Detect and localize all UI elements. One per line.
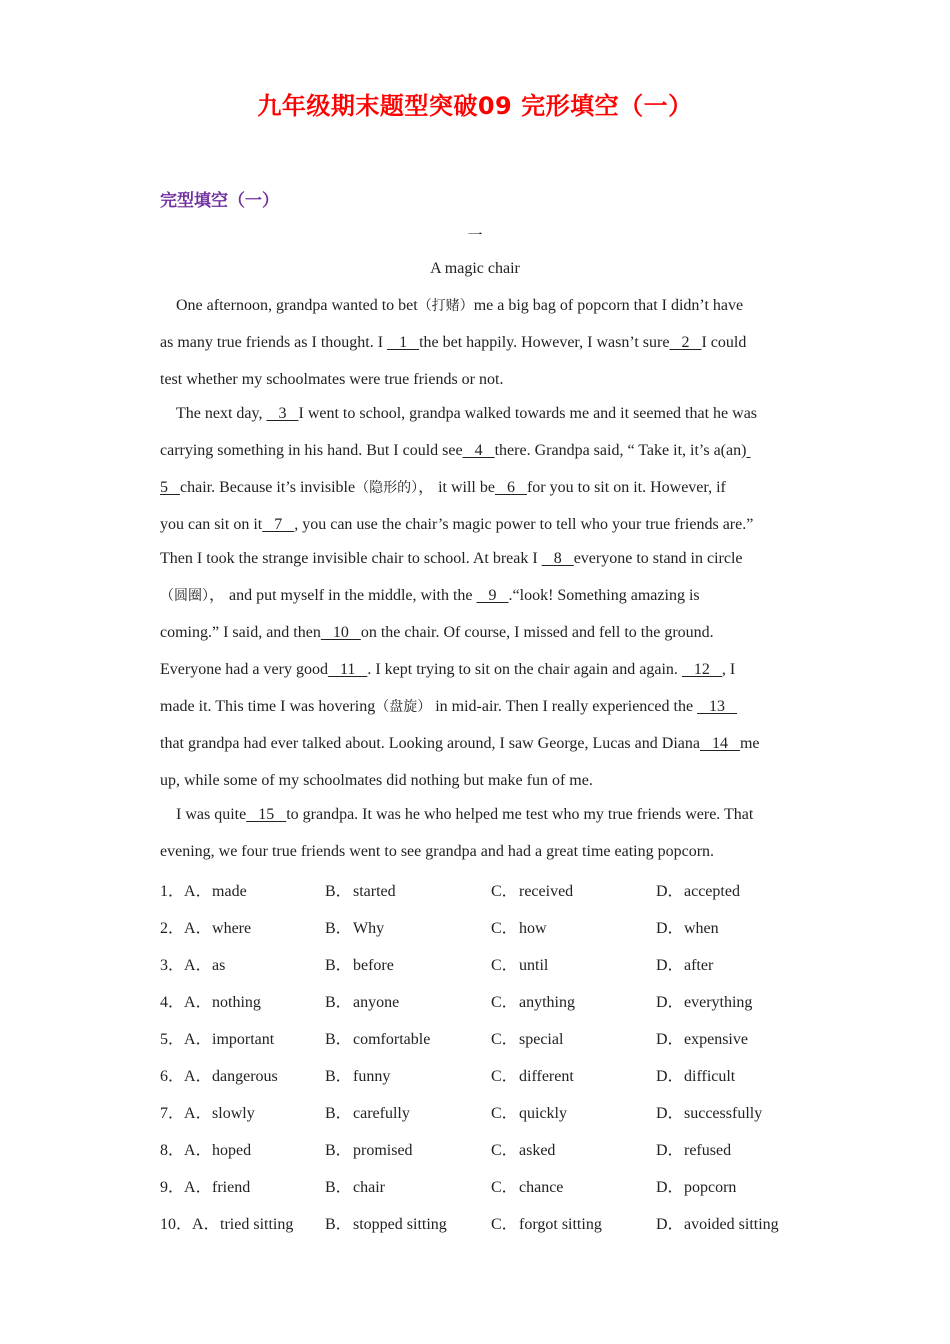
passage-text-run: to grandpa. It was he who helped me test who my true friends were. That [286, 806, 754, 823]
option-text: quickly [519, 1105, 567, 1122]
option-letter: D． [656, 883, 684, 900]
question-number: 4． [160, 994, 185, 1011]
option-c [491, 879, 573, 905]
chinese-gloss: （打赌） [417, 298, 474, 314]
option-text: before [353, 957, 394, 974]
section-heading: 完型填空（一） [160, 191, 279, 211]
passage-text-run: I was quite [176, 806, 247, 823]
option-text: avoided sitting [684, 1216, 779, 1233]
option-letter: D． [656, 1216, 684, 1233]
option-a [160, 1064, 278, 1090]
option-text: started [353, 883, 396, 900]
passage-text-run: on the chair. Of course, I missed and fell to the ground. [360, 624, 714, 641]
option-text: where [212, 920, 252, 937]
option-text: expensive [684, 1031, 748, 1048]
option-c [491, 1212, 602, 1238]
passage-text-run: the bet happily. However, I wasn’t sure [419, 334, 670, 351]
option-text: tried sitting [220, 1216, 294, 1233]
question-row [160, 1175, 800, 1212]
passage-text-run: I went to school, grandpa walked towards me and it seemed that he was [298, 405, 758, 422]
option-text: accepted [684, 883, 740, 900]
answer-blank: 7 [262, 516, 295, 533]
passage-text-run: me [739, 735, 760, 752]
option-text: chair [353, 1179, 385, 1196]
option-d [656, 1138, 731, 1164]
option-text: special [519, 1031, 564, 1048]
option-letter: A． [184, 1031, 212, 1048]
option-b [325, 1138, 413, 1164]
option-letter: C． [491, 1142, 518, 1159]
passage-line [160, 582, 800, 619]
passage-text-run: me a big bag of popcorn that I didn’t have [473, 297, 744, 314]
option-text: slowly [212, 1105, 255, 1122]
option-text: nothing [212, 994, 261, 1011]
option-letter: A． [184, 1179, 212, 1196]
question-number: 8． [160, 1142, 185, 1159]
passage-text-run: , I [721, 661, 736, 678]
option-d [656, 879, 740, 905]
option-letter: B． [325, 957, 352, 974]
option-d [656, 990, 752, 1016]
option-text: asked [519, 1142, 556, 1159]
option-c [491, 916, 547, 942]
option-text: as [212, 957, 226, 974]
answer-blank: 2 [669, 334, 702, 351]
option-letter: B． [325, 1216, 352, 1233]
passage-line [160, 292, 800, 329]
passage-line [160, 730, 800, 767]
question-number: 3． [160, 957, 185, 974]
option-letter: A． [184, 1142, 212, 1159]
question-number: 9． [160, 1179, 185, 1196]
option-b [325, 916, 384, 942]
question-row [160, 1101, 800, 1138]
passage-text [160, 292, 800, 875]
answer-blank: 9 [476, 587, 509, 604]
answer-blank: 5 [160, 479, 180, 496]
passage-text-run: you can sit on it [160, 516, 263, 533]
option-b [325, 953, 394, 979]
option-b [325, 1101, 410, 1127]
option-letter: D． [656, 920, 684, 937]
option-text: Why [353, 920, 385, 937]
question-number: 1． [160, 883, 185, 900]
option-letter: C． [491, 994, 518, 1011]
option-b [325, 1027, 430, 1053]
passage-line [160, 693, 800, 730]
passage-line [160, 437, 800, 474]
answer-blank: 3 [266, 405, 299, 422]
passage-text-run: everyone to stand in circle [573, 550, 743, 567]
option-letter: A． [184, 920, 212, 937]
passage-text-run: , you can use the chair’s magic power to tell who your true friends are.” [294, 516, 754, 533]
option-c [491, 1175, 563, 1201]
option-d [656, 1212, 779, 1238]
option-letter: B． [325, 1031, 352, 1048]
option-text: dangerous [212, 1068, 278, 1085]
passage-line [160, 366, 800, 400]
option-text: comfortable [353, 1031, 431, 1048]
passage-text-run: carrying something in his hand. But I could see [160, 442, 463, 459]
question-row [160, 1212, 800, 1249]
passage-text-run: Then I took the strange invisible chair to school. At break I [160, 550, 542, 567]
passage-text-run: there. Grandpa said, “ Take it, it’s a(an) [494, 442, 747, 459]
option-letter: B． [325, 1068, 352, 1085]
passage-text-run: ， it will be [418, 479, 495, 496]
option-letter: C． [491, 1179, 518, 1196]
answer-blank: 15 [246, 806, 287, 823]
option-text: popcorn [684, 1179, 737, 1196]
option-d [656, 916, 719, 942]
passage-line [160, 767, 800, 801]
option-text: funny [353, 1068, 391, 1085]
option-letter: A． [184, 1105, 212, 1122]
question-row [160, 879, 800, 916]
passage-line [160, 400, 800, 437]
option-text: everything [684, 994, 753, 1011]
passage-line [160, 656, 800, 693]
question-row [160, 1027, 800, 1064]
passage-text-run: Everyone had a very good [160, 661, 328, 678]
chinese-gloss: （圆圈） [160, 588, 209, 604]
option-c [491, 1101, 567, 1127]
option-letter: D． [656, 994, 684, 1011]
option-a [160, 1212, 293, 1238]
answer-blank: 13 [697, 698, 738, 715]
option-letter: B． [325, 1179, 352, 1196]
option-letter: D． [656, 1031, 684, 1048]
passage-line [160, 511, 800, 545]
option-text: anyone [353, 994, 400, 1011]
question-number: 2． [160, 920, 185, 937]
option-text: promised [353, 1142, 413, 1159]
passage-text-run: made it. This time I was hovering [160, 698, 376, 715]
option-b [325, 1212, 447, 1238]
answer-blank: 14 [699, 735, 740, 752]
option-text: when [684, 920, 719, 937]
option-letter: D． [656, 1142, 684, 1159]
option-c [491, 990, 575, 1016]
answer-blank: 1 [387, 334, 420, 351]
passage-text-run: I could [701, 334, 747, 351]
document-title: 九年级期末题型突破09 完形填空（一） [257, 92, 693, 120]
option-b [325, 990, 399, 1016]
option-text: after [684, 957, 714, 974]
option-text: until [519, 957, 549, 974]
option-letter: A． [184, 994, 212, 1011]
option-letter: A． [184, 957, 212, 974]
chinese-gloss: （盘旋） [375, 699, 432, 715]
option-d [656, 1175, 736, 1201]
option-letter: D． [656, 1179, 684, 1196]
question-row [160, 953, 800, 990]
passage-line [160, 801, 800, 838]
passage-line [160, 474, 800, 511]
option-letter: B． [325, 1105, 352, 1122]
option-d [656, 1027, 748, 1053]
passage-text-run: coming.” I said, and then [160, 624, 321, 641]
option-d [656, 953, 713, 979]
option-c [491, 1064, 574, 1090]
option-b [325, 879, 396, 905]
option-a [160, 1101, 255, 1127]
passage-text-run: as many true friends as I thought. I [160, 334, 388, 351]
question-row [160, 990, 800, 1027]
passage-text-run: test whether my schoolmates were true friends or not. [160, 371, 504, 388]
option-text: refused [684, 1142, 732, 1159]
answer-blank: 10 [320, 624, 361, 641]
option-text: important [212, 1031, 275, 1048]
option-a [160, 990, 261, 1016]
option-text: anything [519, 994, 575, 1011]
option-letter: A． [184, 1068, 212, 1085]
passage-line [160, 329, 800, 366]
option-b [325, 1064, 390, 1090]
passage-line [160, 838, 800, 875]
passage-text-run: in mid-air. Then I really experienced the [431, 698, 698, 715]
option-letter: B． [325, 883, 352, 900]
option-text: friend [212, 1179, 251, 1196]
passage-title: A magic chair [430, 260, 520, 277]
passage-text-run: for you to sit on it. However, if [526, 479, 726, 496]
option-letter: A． [192, 1216, 220, 1233]
option-text: how [519, 920, 547, 937]
question-number: 6． [160, 1068, 185, 1085]
option-letter: D． [656, 957, 684, 974]
option-letter: B． [325, 1142, 352, 1159]
option-letter: C． [491, 883, 518, 900]
passage-line [160, 545, 800, 582]
option-a [160, 879, 247, 905]
option-text: stopped sitting [353, 1216, 447, 1233]
question-number: 7． [160, 1105, 185, 1122]
answer-blank [746, 442, 750, 459]
option-letter: D． [656, 1105, 684, 1122]
chinese-gloss: （隐形的） [355, 480, 419, 496]
question-row [160, 916, 800, 953]
option-text: hoped [212, 1142, 252, 1159]
question-row [160, 1138, 800, 1175]
option-letter: C． [491, 1105, 518, 1122]
option-letter: C． [491, 920, 518, 937]
option-a [160, 1027, 274, 1053]
option-text: successfully [684, 1105, 763, 1122]
passage-text-run: chair. Because it’s invisible [180, 479, 356, 496]
passage-line [160, 619, 800, 656]
option-text: different [519, 1068, 574, 1085]
option-a [160, 1138, 251, 1164]
answer-blank: 12 [681, 661, 722, 678]
question-options [160, 879, 800, 1249]
question-row [160, 1064, 800, 1101]
option-text: carefully [353, 1105, 410, 1122]
option-a [160, 953, 225, 979]
question-number: 10． [160, 1216, 193, 1233]
passage-text-run: that grandpa had ever talked about. Looking around, I saw George, Lucas and Diana [160, 735, 700, 752]
option-a [160, 1175, 250, 1201]
option-c [491, 953, 548, 979]
option-text: chance [519, 1179, 564, 1196]
option-letter: C． [491, 957, 518, 974]
option-letter: C． [491, 1031, 518, 1048]
option-letter: B． [325, 994, 352, 1011]
answer-blank: 6 [494, 479, 527, 496]
passage-text-run: .“look! Something amazing is [508, 587, 700, 604]
option-text: forgot sitting [519, 1216, 602, 1233]
option-text: made [212, 883, 247, 900]
passage-text-run: evening, we four true friends went to see grandpa and had a great time eating popcorn. [160, 843, 715, 860]
option-d [656, 1101, 762, 1127]
option-b [325, 1175, 385, 1201]
answer-blank: 11 [327, 661, 368, 678]
question-number: 5． [160, 1031, 185, 1048]
option-letter: D． [656, 1068, 684, 1085]
option-text: difficult [684, 1068, 736, 1085]
passage-text-run: ， and put myself in the middle, with the [209, 587, 477, 604]
option-a [160, 916, 251, 942]
passage-text-run: up, while some of my schoolmates did nothing but make fun of me. [160, 772, 593, 789]
answer-blank: 8 [541, 550, 574, 567]
option-letter: B． [325, 920, 352, 937]
answer-blank: 4 [462, 442, 495, 459]
option-text: received [519, 883, 574, 900]
option-letter: A． [184, 883, 212, 900]
passage-text-run: The next day, [176, 405, 267, 422]
option-letter: C． [491, 1216, 518, 1233]
passage-number: 一 [467, 228, 483, 244]
option-letter: C． [491, 1068, 518, 1085]
passage-text-run: . I kept trying to sit on the chair again and again. [367, 661, 682, 678]
option-c [491, 1027, 563, 1053]
option-d [656, 1064, 735, 1090]
option-c [491, 1138, 555, 1164]
passage-text-run: One afternoon, grandpa wanted to bet [176, 297, 418, 314]
